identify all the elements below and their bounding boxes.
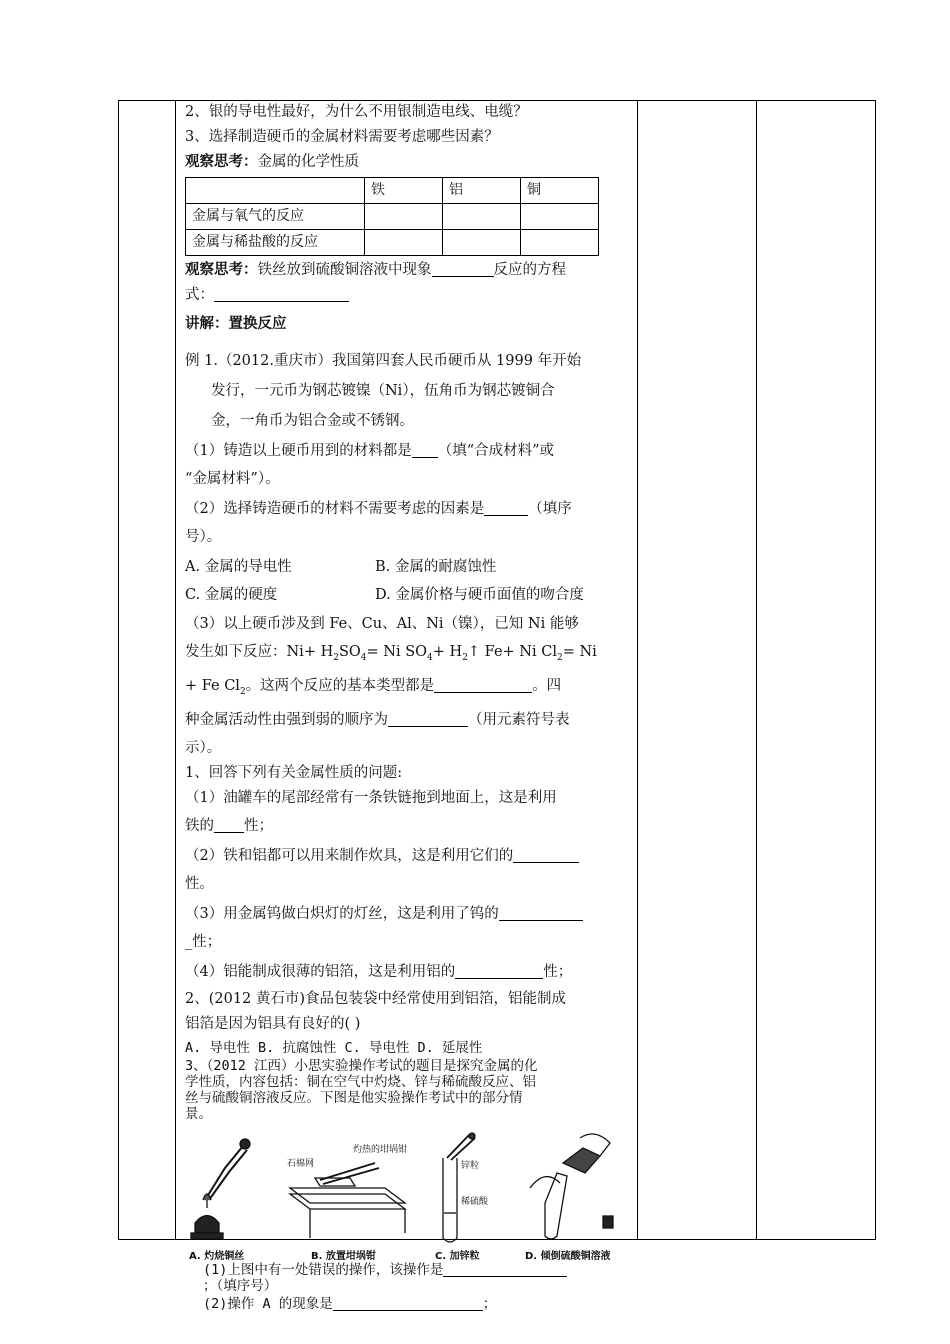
column-divider [637,101,638,1239]
column-divider [756,101,757,1239]
caption-d: D. 倾倒硫酸铜溶液 [525,1250,611,1262]
example-1: 例 1.（2012.重庆市）我国第四套人民币硬币从 1999 年开始 [185,353,582,369]
caption-b: B. 放置坩埚钳 [311,1250,376,1262]
header-copper: 铜 [521,178,599,204]
label-acid: 稀硫酸 [461,1196,489,1207]
header-iron: 铁 [365,178,443,204]
property-table [185,177,599,256]
question-2: 2、银的导电性最好，为什么不用银制造电线、电缆？ [185,104,528,120]
label-gauze: 石棉网 [287,1158,315,1169]
column-divider [175,101,176,1239]
row-oxygen: 金属与氧气的反应 [186,204,365,230]
caption-a: A. 灼烧铜丝 [189,1250,245,1262]
label-zinc: 锌粒 [461,1160,480,1171]
header-aluminium: 铝 [443,178,521,204]
observe-heading-1: 观察思考：金属的化学性质 [185,154,359,170]
lecture-heading: 讲解：置换反应 [185,316,287,332]
caption-c: C. 加锌粒 [435,1250,480,1262]
main-content: 2、银的导电性最好，为什么不用银制造电线、电缆？ 3、选择制造硬币的金属材料需要考虑哪些因素？ 观察思考：金属的化学性质 铁 铝 铜 金属与氧气的反应 金属与稀盐酸的反应 观察思考：铁丝放到硫酸铜溶液中现象 反应的方程 式： 讲解：置换反应 例 1.（2012.重庆市）我国第四套人民币硬币从 1999 年开始 发行，一元币为钢芯镀镍（Ni），伍角币为钢芯镀铜合 金，一角币为铝合金或不锈钢。 （1）铸造以上硬币用到的材料都是 （填“合成材料”或 “金属材料”）。 （2）选择铸造硬币的材料不需要考虑的因素是 （填序 号）。 A. 金属的导电性 B. 金属的耐腐蚀性 C. 金属的硬度 D. 金属价格与硬币面值的吻合度 （3）以上硬币涉及到 Fe、Cu、Al、Ni（镍），已知 Ni 能够 发生如下反应：$Ni+ H_2SO_4= Ni$ $SO_4+$ $H_2↑$ Fe+ Ni $Cl_2= Ni$ + Fe $Cl_2$。这两个反应的基本类型都是 。四 种金属活动性由强到弱的顺序为 （用元素符号表 示）。 1、回答下列有关金属性质的问题: （1）油罐车的尾部经常有一条铁链拖到地面上，这是利用 铁的 性； （2）铁和铝都可以用来制作炊具，这是利用它们的 性。 （3）用金属钨做白炽灯的灯丝，这是利用了钨的 _性； （4）铝能制成很薄的铝箔，这是利用铝的 性； 2、(2012 黄石市)食品包装袋中经常使用到铝箔，铝能制成 铝箔是因为铝具有良好的( ) A. 导电性 B. 抗腐蚀性 C. 导电性 D. 延展性 3、（2012 江西）小思实验操作考试的题目是探究金属的化 学性质，内容包括：铜在空气中灼烧、锌与稀硫酸反应、铝 丝与硫酸铜溶液反应。下图是他实验操作考试中的部分情 景。 A. 灼烧铜丝 B. 放置坩埚钳 C. 加锌粒 D. 倾倒硫酸铜溶液 石棉网 灼热的坩埚钳 锌粒 稀硫酸 (1)上图中有一处错误的操作，该操作是 ；（填序号） (2)操作 A 的现象是 ； [185,100,635,1312]
section-3: 3、（2012 江西）小思实验操作考试的题目是探究金属的化 学性质，内容包括：铜在空气中灼烧、锌与稀硫酸反应、铝 丝与硫酸铜溶液反应。下图是他实验操作考试中的部分情 景。 [185,1057,538,1122]
experiment-figure [185,1128,635,1262]
question-3: 3、选择制造硬币的金属材料需要考虑哪些因素？ [185,129,499,145]
section-1: 1、回答下列有关金属性质的问题: [185,764,403,781]
experiment-illustration [185,1128,635,1258]
section-2: 2、(2012 黄石市)食品包装袋中经常使用到铝箔，铝能制成 [185,990,567,1007]
label-tongs: 灼热的坩埚钳 [353,1144,408,1155]
observe-heading-2: 观察思考：铁丝放到硫酸铜溶液中现象 反应的方程 [185,262,566,278]
row-acid: 金属与稀盐酸的反应 [186,230,365,256]
